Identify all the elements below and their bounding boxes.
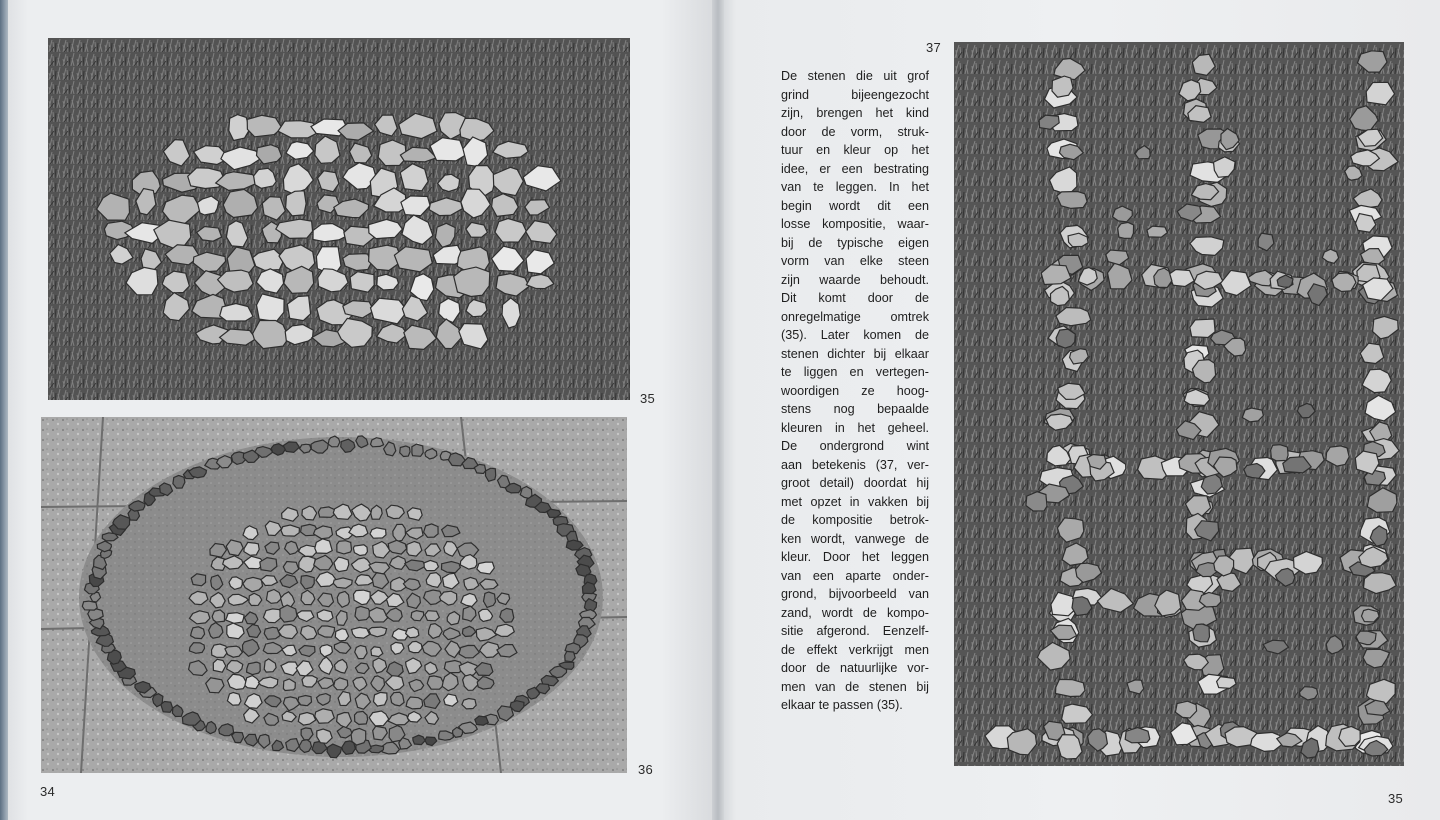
body-text-line: met opzet in vakken bij <box>781 494 929 509</box>
body-text-line: begin wordt dit een <box>781 198 929 213</box>
page-number-left: 34 <box>40 784 56 799</box>
body-text-line: zijn waarde behoudt. <box>781 272 929 287</box>
body-text-line: zand, wordt de kompo- <box>781 605 929 620</box>
body-text-line: De stenen die uit grof <box>781 69 929 83</box>
body-text-line: aan betekenis (37, ver- <box>781 457 929 472</box>
body-text-line: idee, er een bestrating <box>781 161 929 176</box>
body-text-line: tuur en kleur op het <box>781 143 929 157</box>
body-text-line: men van de stenen bij <box>781 679 929 694</box>
body-text-line: de effekt verkrijgt men <box>781 642 929 657</box>
book-gutter <box>712 0 724 820</box>
body-text-line: grond, bijvoorbeeld van <box>781 587 929 601</box>
body-text-line: kleuren in het geheel. <box>781 420 929 435</box>
page-number-right: 35 <box>1388 791 1404 806</box>
body-text-line: stens nog bepaalde <box>781 402 929 416</box>
body-text-line: ken wordt, vanwege de <box>781 531 929 546</box>
body-text-line: elkaar te passen (35). <box>781 698 903 712</box>
figure-number-35: 35 <box>640 391 656 406</box>
body-text-line: (35). Later komen de <box>781 328 929 342</box>
body-text-line: woordigen ze hoog- <box>781 383 929 398</box>
photo-stone-circle-on-tiles <box>41 417 627 773</box>
body-text-line: losse kompositie, waar- <box>781 217 929 231</box>
body-text-line: vorm van elke steen <box>781 254 929 268</box>
body-text-line: grind bijeengezocht <box>781 87 929 102</box>
body-text <box>781 67 929 715</box>
photo-stones-on-grass <box>48 38 630 400</box>
body-text-line: van een aparte onder- <box>781 568 929 583</box>
body-text-line: door de natuurlijke vor- <box>781 661 929 675</box>
figure-number-37: 37 <box>926 40 942 55</box>
body-text-line: zijn, brengen het kind <box>781 106 929 120</box>
body-text-line: groot detail) doordat hij <box>781 476 929 490</box>
body-text-line: de kompositie betrok- <box>781 513 929 527</box>
body-text-line: sitie afgerond. Eenzelf- <box>781 624 929 638</box>
body-text-line: van te leggen. In het <box>781 180 929 194</box>
figure-number-36: 36 <box>638 762 654 777</box>
body-text-line: door de vorm, struk- <box>781 124 929 139</box>
body-text-line: te liggen en vertegen- <box>781 365 929 379</box>
photo-stone-grid-detail <box>954 42 1404 766</box>
body-text-line: De ondergrond wint <box>781 439 929 453</box>
body-text-line: Dit komt door de <box>781 291 929 305</box>
body-text-line: onregelmatige omtrek <box>781 309 929 324</box>
body-text-line: bij de typische eigen <box>781 235 929 250</box>
body-text-line: stenen dichter bij elkaar <box>781 346 929 361</box>
body-text-line: kleur. Door het leggen <box>781 550 929 564</box>
